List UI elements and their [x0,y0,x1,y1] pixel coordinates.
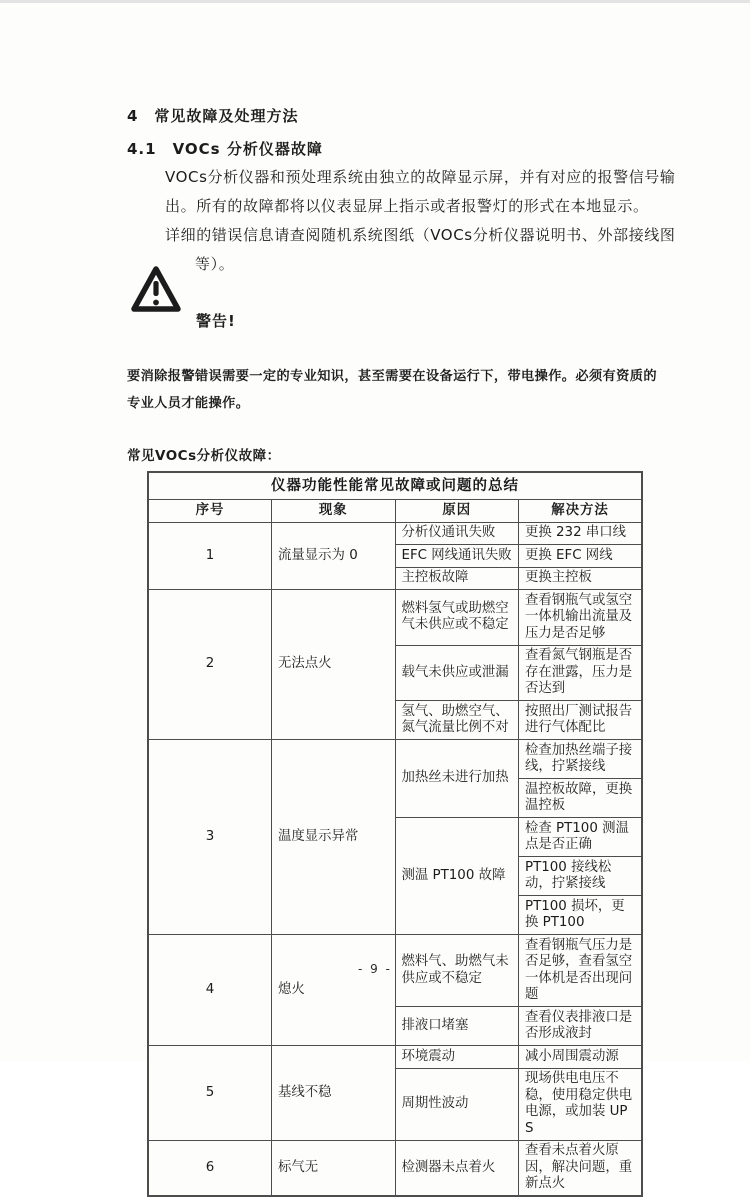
table-row [148,1140,642,1196]
serial-cell: 2 [148,590,272,740]
solution-cell: 按照出厂测试报告进行气体配比 [519,701,643,740]
cause-cell: 氢气、助燃空气、氮气流量比例不对 [395,701,519,740]
solution-cell: 更换主控板 [519,567,643,590]
phenomenon-cell: 基线不稳 [272,1046,396,1141]
cause-cell: 加热丝未进行加热 [395,740,519,818]
solution-cell: PT100 损坏，更换 PT100 [519,896,643,935]
table-row [148,522,642,545]
subsection-heading: 4.1 VOCs 分析仪器故障 [127,140,323,158]
cause-cell: EFC 网线通讯失败 [395,545,519,568]
text-line: 出。所有的故障都将以仪表显屏上指示或者报警灯的形式在本地显示。 [165,197,649,215]
column-header-cell: 原因 [395,500,519,523]
cause-cell: 环境震动 [395,1046,519,1069]
solution-cell: 检查加热丝端子接线，拧紧接线 [519,740,643,779]
table-header-row [148,500,642,523]
solution-cell: 查看钢瓶气或氢空一体机输出流量及压力是否足够 [519,590,643,646]
warning-triangle-icon [130,263,182,321]
cause-cell: 燃料氢气或助燃空气未供应或不稳定 [395,590,519,646]
solution-cell: 更换 EFC 网线 [519,545,643,568]
cause-cell: 测温 PT100 故障 [395,818,519,935]
cause-cell: 载气未供应或泄漏 [395,645,519,701]
intro-paragraph [165,163,676,279]
table-title-row [148,472,642,500]
serial-cell: 5 [148,1046,272,1141]
serial-cell: 4 [148,935,272,1046]
table-row [148,590,642,646]
cause-cell: 分析仪通讯失败 [395,522,519,545]
solution-cell: 查看氮气钢瓶是否存在泄露，压力是否达到 [519,645,643,701]
column-header-cell: 现象 [272,500,396,523]
serial-cell: 1 [148,522,272,590]
cause-cell: 燃料气、助燃气未供应或不稳定 [395,935,519,1007]
solution-cell: 现场供电电压不稳，使用稳定供电电源，或加装 UPS [519,1068,643,1140]
phenomenon-cell: 标气无 [272,1140,396,1196]
cause-cell: 主控板故障 [395,567,519,590]
phenomenon-cell: 流量显示为 0 [272,522,396,590]
text-line: VOCs分析仪器和预处理系统由独立的故障显示屏，并有对应的报警信号输 [165,168,676,186]
section-heading: 4 常见故障及处理方法 [127,107,299,125]
column-header-cell: 序号 [148,500,272,523]
table-row [148,740,642,779]
text-line: 要消除报警错误需要一定的专业知识，甚至需要在设备运行下，带电操作。必须有资质的 [127,369,657,384]
solution-cell: PT100 接线松动，拧紧接线 [519,857,643,896]
page-number: - 9 - [358,962,392,976]
fault-table-body [148,472,642,1196]
table-row [148,1046,642,1069]
text-line: 等）。 [195,255,235,273]
solution-cell: 温控板故障，更换温控板 [519,779,643,818]
solution-cell: 更换 232 串口线 [519,522,643,545]
warning-label: 警告! [196,312,236,330]
solution-cell: 查看未点着火原因，解决问题，重新点火 [519,1140,643,1196]
phenomenon-cell: 无法点火 [272,590,396,740]
table-intro-label: 常见VOCs分析仪故障： [127,448,281,464]
table-title-cell: 仪器功能性能常见故障或问题的总结 [148,472,642,500]
cause-cell: 排液口堵塞 [395,1007,519,1046]
cause-cell: 周期性波动 [395,1068,519,1140]
fault-table [147,471,643,1197]
text-line: 专业人员才能操作。 [127,396,250,411]
text-line: 详细的错误信息请查阅随机系统图纸（VOCs分析仪器说明书、外部接线图 [165,226,676,244]
cause-cell: 检测器未点着火 [395,1140,519,1196]
solution-cell: 减小周围震动源 [519,1046,643,1069]
solution-cell: 检查 PT100 测温点是否正确 [519,818,643,857]
phenomenon-cell: 温度显示异常 [272,740,396,935]
warning-paragraph [127,363,657,417]
column-header-cell: 解决方法 [519,500,643,523]
solution-cell: 查看仪表排液口是否形成液封 [519,1007,643,1046]
serial-cell: 6 [148,1140,272,1196]
phenomenon-cell: 熄火 [272,935,396,1046]
scan-edge-artifact [0,0,750,3]
solution-cell: 查看钢瓶气压力是否足够，查看氢空一体机是否出现问题 [519,935,643,1007]
serial-cell: 3 [148,740,272,935]
